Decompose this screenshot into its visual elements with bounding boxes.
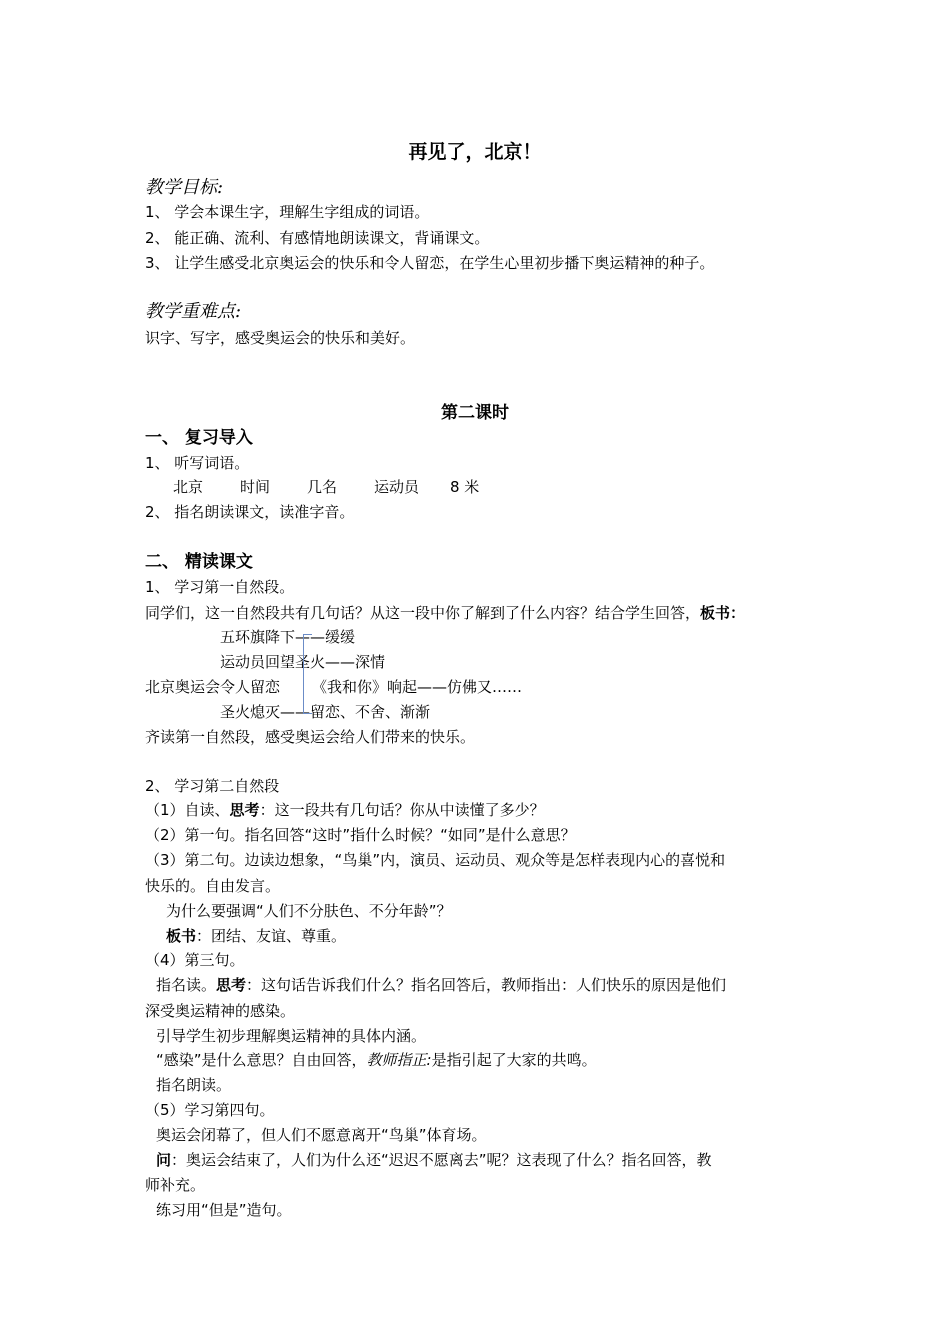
section2-heading: 二、 精读课文: [145, 552, 253, 572]
board-center: 北京奥运会令人留恋: [145, 678, 281, 696]
section1-item2: 2、 指名朗读课文，读准字音。: [145, 503, 355, 521]
section2-item1: 1、 学习第一自然段。: [145, 578, 295, 596]
step-5-line3: 师补充。: [145, 1176, 206, 1194]
step-4: （4）第三句。: [145, 951, 245, 969]
lesson-title: 第二课时: [441, 403, 509, 423]
step-text: （1）自读、: [145, 801, 230, 819]
step-text: ：这句话告诉我们什么？指名回答后，教师指出：人们快乐的原因是他们: [246, 976, 727, 994]
section1-item1: 1、 听写词语。: [145, 454, 250, 472]
board-line: 运动员回望圣火——深情: [220, 653, 386, 671]
word: 运动员: [374, 478, 420, 496]
section1-heading: 一、 复习导入: [145, 428, 253, 448]
keypoints-heading: 教学重难点:: [145, 301, 242, 322]
think-label: 思考: [229, 801, 260, 819]
step-5-line4: 练习用“但是”造句。: [156, 1201, 292, 1219]
board-line: 《我和你》响起——仿佛又……: [312, 678, 523, 696]
step-text: 指名读。: [156, 976, 217, 994]
board-text: ：团结、友谊、尊重。: [196, 927, 347, 945]
teacher-correction-label: 教师指正:: [366, 1051, 432, 1069]
step-4-line4: [156, 1050, 597, 1070]
board-bracket: [303, 634, 312, 714]
step-4-line3: 引导学生初步理解奥运精神的具体内涵。: [156, 1027, 427, 1045]
word: 时间: [240, 478, 271, 496]
objective-item: 1、 学会本课生字，理解生字组成的词语。: [145, 203, 430, 221]
board-label: 板书：: [700, 604, 746, 622]
step-5-line1: 奥运会闭幕了，但人们不愿意离开“鸟巢”体育场。: [156, 1126, 487, 1144]
step-3: （3）第二句。边读边想象，“鸟巢”内，演员、运动员、观众等是怎样表现内心的喜悦和: [145, 851, 726, 869]
step-5: （5）学习第四句。: [145, 1101, 275, 1119]
page-title: 再见了，北京！: [408, 141, 542, 163]
word: 北京: [173, 478, 204, 496]
question-text: 同学们，这一自然段共有几句话？从这一段中你了解到了什么内容？结合学生回答，: [145, 604, 701, 622]
board-label: 板书: [166, 927, 197, 945]
board-note: [166, 926, 346, 946]
objectives-heading: 教学目标:: [145, 177, 224, 198]
read-instruction: 齐读第一自然段，感受奥运会给人们带来的快乐。: [145, 728, 476, 746]
word: 几名: [307, 478, 338, 496]
keypoints-text: 识字、写字，感受奥运会的快乐和美好。: [145, 329, 416, 347]
step-text: “感染”是什么意思？自由回答，: [156, 1051, 367, 1069]
step-4-line1: [156, 975, 726, 995]
step-4-line2: 深受奥运精神的感染。: [145, 1002, 296, 1020]
step-2: （2）第一句。指名回答“这时”指什么时候？“如同”是什么意思？: [145, 826, 576, 844]
step-text: ：这一段共有几句话？你从中读懂了多少？: [259, 801, 545, 819]
think-label: 思考: [216, 976, 247, 994]
paragraph-question: [145, 603, 745, 623]
objective-item: 3、 让学生感受北京奥运会的快乐和令人留恋，在学生心里初步播下奥运精神的种子。: [145, 254, 715, 272]
objective-item: 2、 能正确、流利、有感情地朗读课文，背诵课文。: [145, 229, 490, 247]
step-1: [145, 800, 545, 820]
step-5-question: [156, 1150, 712, 1170]
board-line: 圣火熄灭——留恋、不舍、渐渐: [220, 703, 431, 721]
step-3-cont: 快乐的。自由发言。: [145, 877, 281, 895]
board-line: 五环旗降下——缓缓: [220, 628, 356, 646]
step-3-question: 为什么要强调“人们不分肤色、不分年龄”？: [166, 902, 452, 920]
word: 8 米: [450, 478, 480, 496]
step-text: ：奥运会结束了，人们为什么还“迟迟不愿离去”呢？这表现了什么？指名回答，教: [171, 1151, 712, 1169]
step-4-line5: 指名朗读。: [156, 1076, 232, 1094]
step-text: 是指引起了大家的共鸣。: [431, 1051, 597, 1069]
question-label: 问: [156, 1151, 172, 1169]
section2-item2: 2、 学习第二自然段: [145, 777, 280, 795]
